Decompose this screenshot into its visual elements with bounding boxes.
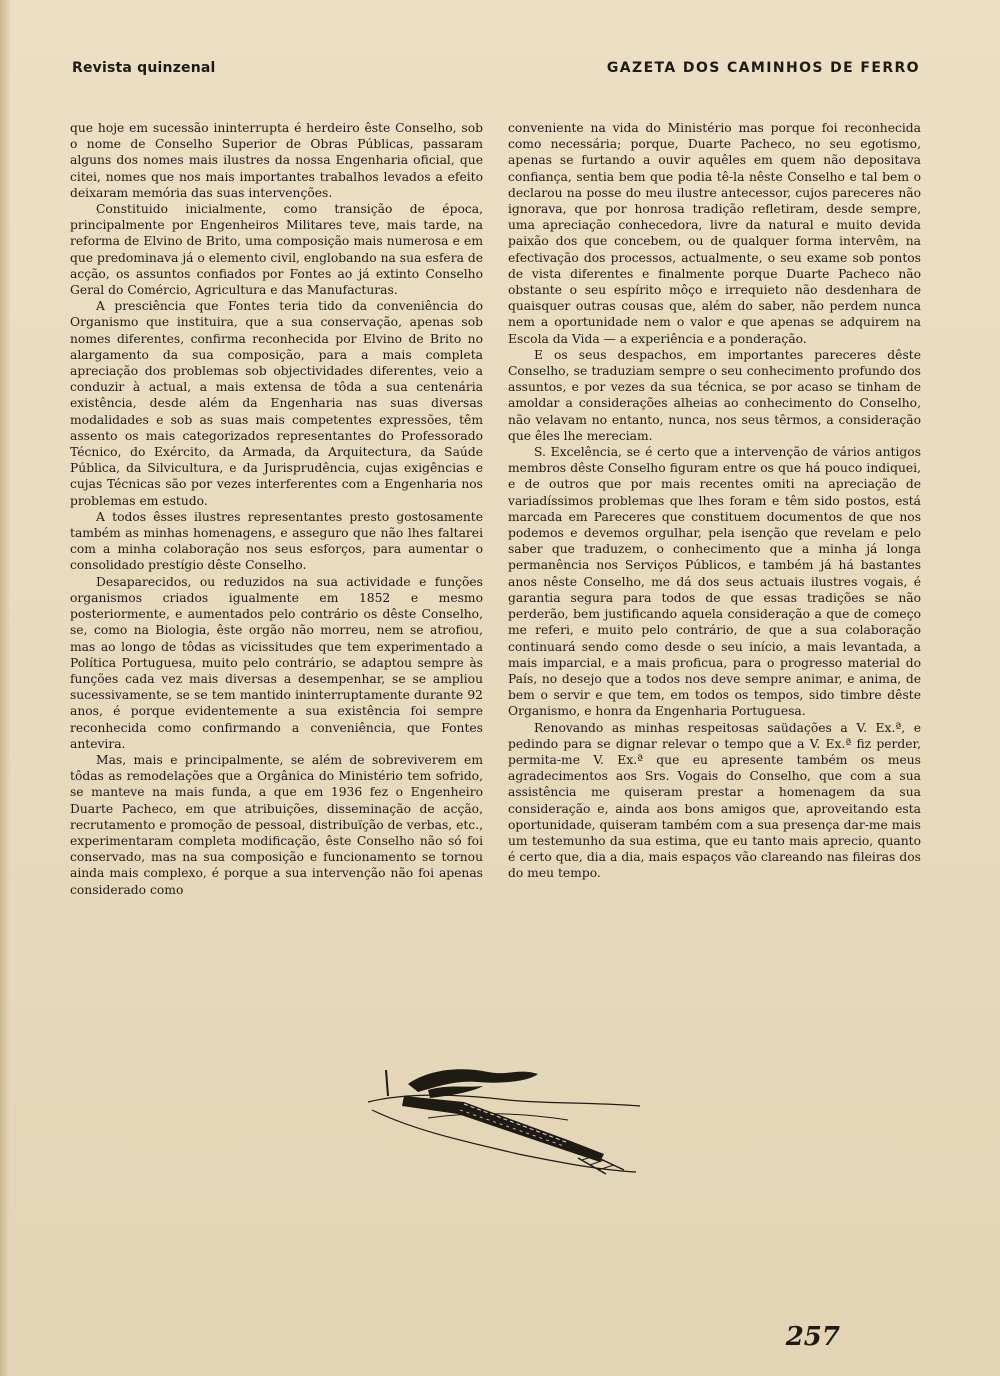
- paragraph: A todos êsses ilustres representantes presto gostosamente também as minhas homenagens, e asseguro que não lhes faltarei com a minha colaboração nos seus esforços, para aumentar o consolidado prestígio dêste Conselho.: [70, 509, 483, 573]
- text-column-right: [508, 120, 921, 882]
- paragraph: Renovando as minhas respeitosas saüdações a V. Ex.ª, e pedindo para se dignar relevar o tempo que a V. Ex.ª fiz perder, permita-me V. Ex.ª que eu apresente também os meus agradecimentos aos Srs. Vogais do Conselho, que com a sua assistência me quiseram prestar a homenagem da sua consideração e, ainda aos bons amigos que, aproveitando esta oportunidade, quiseram também com a sua presença dar-me mais um testemunho da sua estima, que eu tanto mais aprecio, quanto é certo que, dia a dia, mais espaços vão clareando nas fileiras dos do meu tempo.: [508, 720, 921, 881]
- header-periodicity: Revista quinzenal: [72, 60, 216, 76]
- page-number: 257: [785, 1322, 840, 1352]
- header-magazine-title: GAZETA DOS CAMINHOS DE FERRO: [606, 60, 920, 76]
- paragraph: conveniente na vida do Ministério mas porque foi reconhecida como necessária; porque, Duarte Pacheco, no seu egotismo, apenas se furtando a ouvir aquêles em quem não depositava confiança, sentia bem que podia tê-la nêste Conselho e tal bem o declarou na posse do meu ilustre antecessor, cujos pareceres não ignorava, que por honrosa tradição refletiram, desde sempre, uma apreciação conhecedora, livre da natural e muito devida paixão dos que concebem, ou de qualquer forma intervêm, na efectivação dos processos, actualmente, o seu exame sob pontos de vista diferentes e finalmente porque Duarte Pacheco não obstante o seu espírito môço e irrequieto não desdenhara de quaisquer outras cousas que, além do saber, não perdem nunca nem a oportunidade nem o valor e que apenas se adquirem na Escola da Vida — a experiência e a ponderação.: [508, 121, 921, 346]
- paragraph: E os seus despachos, em importantes pareceres dêste Conselho, se traduziam sempre o seu conhecimento profundo dos assuntos, e por vezes da sua técnica, se por acaso se tinham de amoldar a considerações alheias ao conhecimento do Conselho, não velavam no entanto, nunca, nos seus têrmos, a consideração que êles lhe mereciam.: [508, 347, 921, 443]
- paragraph: Desaparecidos, ou reduzidos na sua actividade e funções organismos criados igualmente em 1852 e mesmo posteriormente, e aumentados pelo contrário os dêste Conselho, se, como na Biologia, êste orgão não morreu, nem se atrofiou, mas ao longo de tôdas as vicissitudes que tem experimentado a Política Portuguesa, muito pelo contrário, se adaptou sempre às funções cada vez mais diversas a desempenhar, se se ampliou sucessivamente, se se tem mantido ininterruptamente durante 92 anos, é porque evidentemente a sua existência foi sempre reconhecida como confirmando a conveniência, que Fontes antevira.: [70, 574, 483, 751]
- paragraph: S. Excelência, se é certo que a intervenção de vários antigos membros dêste Conselho figuram entre os que há pouco indiquei, e de outros que por mais recentes omiti na apreciação de variadíssimos problemas que lhes foram e têm sido postos, está marcada em Pareceres que constituem documentos de que nos podemos e devemos orgulhar, pela isenção que revelam e pelo saber que traduzem, o conhecimento que a minha já longa permanência nos Serviços Públicos, e também já há bastantes anos nêste Conselho, me dá dos seus actuais ilustres vogais, é garantia segura para todos de que essas tradições se não perderão, bem justificando aquela consideração a que de começo me referi, e muito pelo contrário, de que a sua colaboração continuará sendo como desde o seu início, a mais levantada, a mais imparcial, e a mais proficua, para o progresso material do País, no desejo que a todos nos deve sempre animar, e anima, de bem o servir e que tem, em todos os tempos, sido timbre dêste Organismo, e honra da Engenharia Portuguesa.: [508, 445, 921, 719]
- paragraph: Mas, mais e principalmente, se além de sobreviverem em tôdas as remodelações que a Orgânica do Ministério tem sofrido, se manteve na mais funda, a que em 1936 fez o Engenheiro Duarte Pacheco, em que atribuições, disseminação de acção, recrutamento e promoção de pessoal, distribuïção de verbas, etc., experimentaram completa modificação, êste Conselho não só foi conservado, mas na sua composição e funcionamento se tornou ainda mais complexo, é porque a sua intervenção não foi apenas considerado como: [70, 752, 484, 897]
- paragraph: A presciência que Fontes teria tido da conveniência do Organismo que instituira, que a sua conservação, apenas sob nomes diferentes, confirma reconhecida por Elvino de Brito no alargamento da sua composição, para a mais completa apreciação dos problemas sob objectividades diferentes, veio a conduzir à actual, a mais extensa de tôda a sua centenária existência, desde além da Engenharia nas suas diversas modalidades e sob as suas mais competentes expressões, têm assento os mais categorizados representantes do Professorado Técnico, do Exército, da Armada, da Arquitectura, da Saúde Pública, da Silvicultura, e da Jurisprudência, cujas exigências e cujas Técnicas são por vezes interferentes com a Engenharia nos problemas em estudo.: [70, 299, 483, 508]
- text-column-left: [70, 120, 483, 898]
- page-edge-shadow: [0, 0, 10, 1376]
- paragraph: que hoje em sucessão ininterrupta é herdeiro êste Conselho, sob o nome de Conselho Superior de Obras Públicas, passaram alguns dos nomes mais ilustres da nossa Engenharia oficial, que citei, nomes que nos mais importantes trabalhos levados a efeito deixaram memória das suas intervenções.: [70, 121, 483, 200]
- paragraph: Constituido inicialmente, como transição de época, principalmente por Engenheiros Militares teve, mais tarde, na reforma de Elvino de Brito, uma composição mais numerosa e em que predominava já o elemento civil, englobando na sua esfera de acção, os assuntos confiados por Fontes ao já extinto Conselho Geral do Comércio, Agricultura e das Manufacturas.: [70, 202, 483, 298]
- steam-train-vignette-icon: [368, 1062, 640, 1178]
